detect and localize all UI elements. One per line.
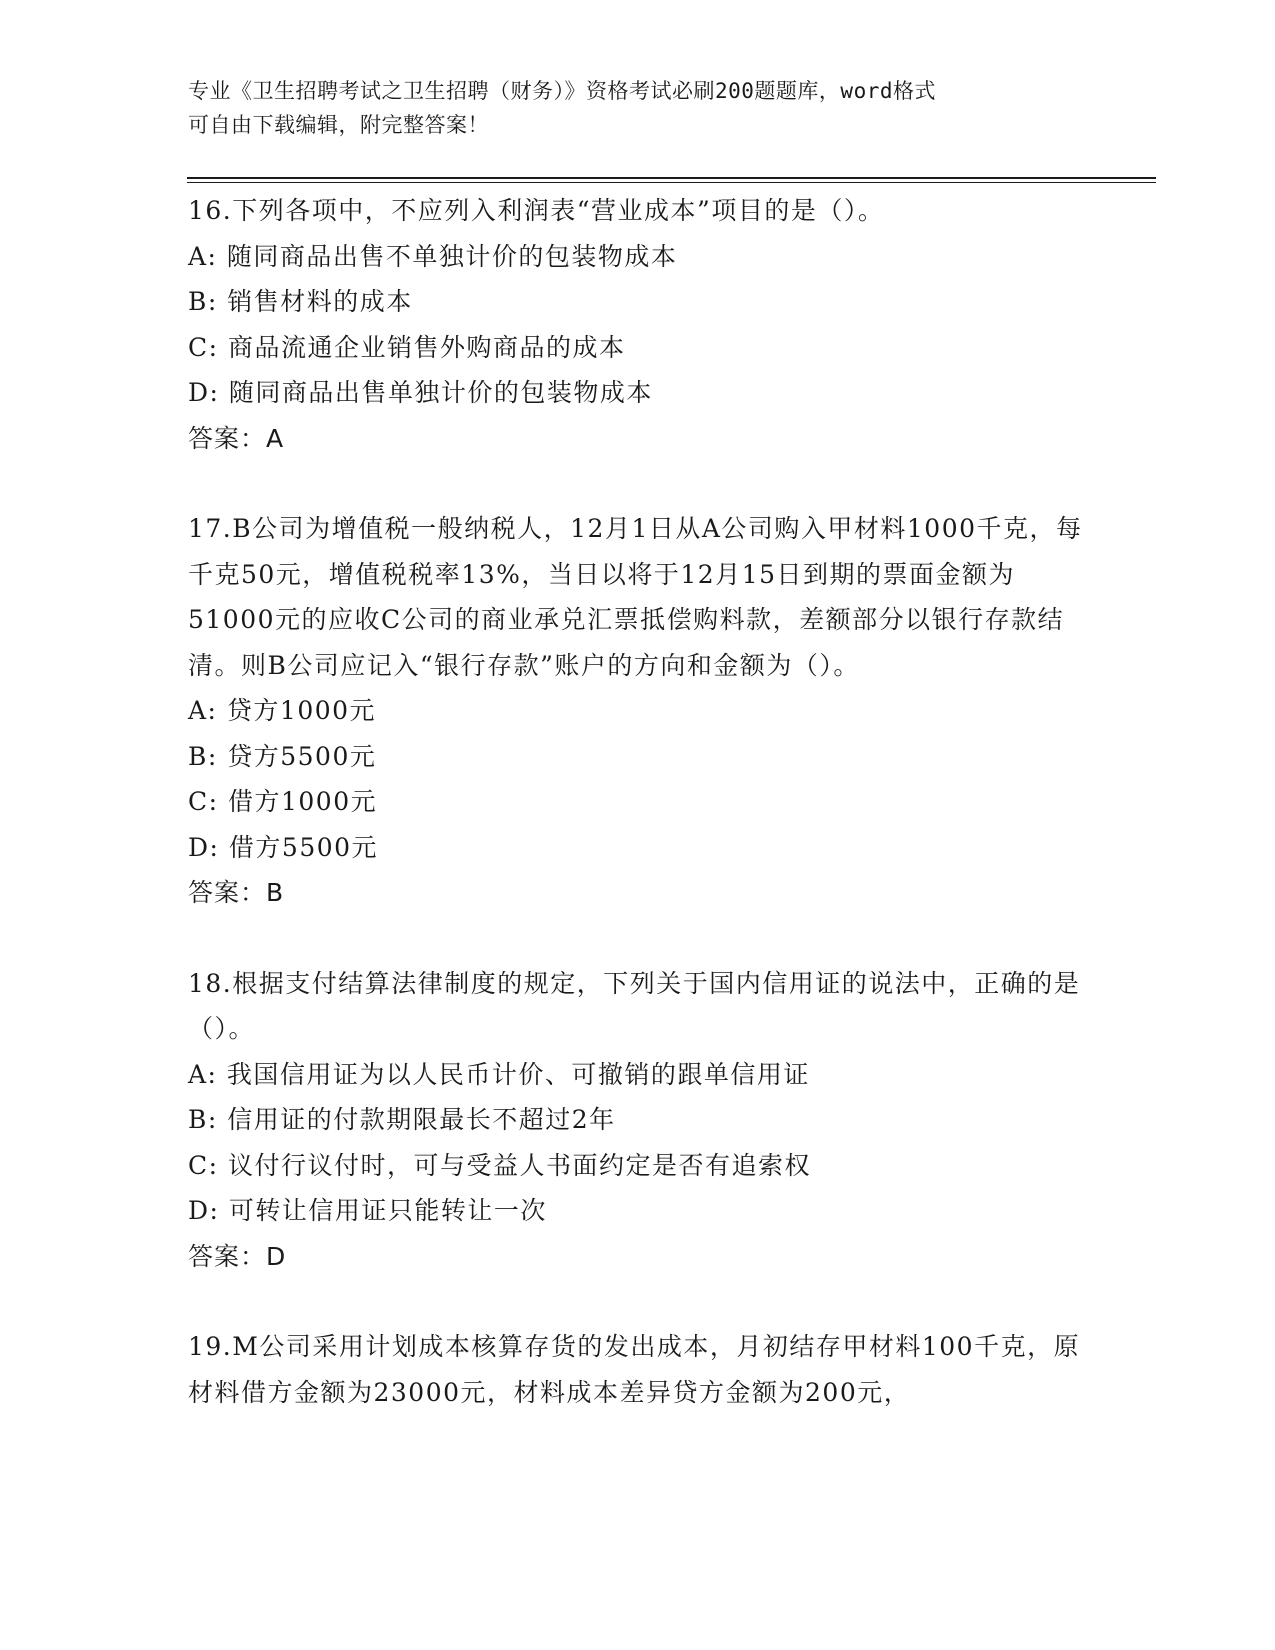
header-line-2: 可自由下载编辑，附完整答案！	[188, 113, 489, 137]
question-text: 16.下列各项中，不应列入利润表“营业成本”项目的是（）。	[188, 196, 885, 225]
question-text: 19.M公司采用计划成本核算存货的发出成本，月初结存甲材料100千克，原材料借方金额为23000元，材料成本差异贷方金额为200元，	[188, 1332, 1081, 1407]
document-header	[188, 74, 1068, 142]
option-d: D: 随同商品出售单独计价的包装物成本	[188, 378, 653, 407]
option-c: C: 商品流通企业销售外购商品的成本	[188, 332, 626, 362]
option-c: C: 议付行议付时，可与受益人书面约定是否有追索权	[188, 1150, 812, 1180]
option-b: B: 贷方5500元	[188, 741, 377, 771]
option-a: A: 贷方1000元	[188, 696, 377, 725]
question-text: 18.根据支付结算法律制度的规定，下列关于国内信用证的说法中，正确的是（）。	[188, 968, 1081, 1043]
question-18	[188, 961, 1088, 1280]
option-a: A: 我国信用证为以人民币计价、可撤销的跟单信用证	[188, 1059, 810, 1089]
question-16	[188, 188, 1088, 461]
answer-label: 答案：A	[188, 423, 285, 453]
answer-label: 答案：B	[188, 878, 285, 907]
header-line-1: 专业《卫生招聘考试之卫生招聘（财务）》资格考试必刷200题题库，word格式	[188, 79, 936, 103]
question-19	[188, 1324, 1088, 1415]
option-d: D: 借方5500元	[188, 832, 379, 862]
question-text: 17.B公司为增值税一般纳税人，12月1日从A公司购入甲材料1000千克，每千克50元，增值税税率13%，当日以将于12月15日到期的票面金额为51000元的应收C公司的商业承兑汇票抵偿购料款，差额部分以银行存款结清。则B公司应记入“银行存款”账户的方向和金额为（）。	[188, 514, 1083, 680]
option-a: A: 随同商品出售不单独计价的包装物成本	[188, 241, 678, 271]
answer-label: 答案：D	[188, 1241, 287, 1271]
header-divider-thick	[187, 177, 1156, 179]
option-c: C: 借方1000元	[188, 787, 378, 816]
question-list	[188, 188, 1088, 1460]
question-17	[188, 506, 1088, 916]
option-d: D: 可转让信用证只能转让一次	[188, 1196, 547, 1225]
header-divider-thin	[187, 182, 1156, 183]
option-b: B: 信用证的付款期限最长不超过2年	[188, 1105, 616, 1134]
option-b: B: 销售材料的成本	[188, 287, 413, 316]
